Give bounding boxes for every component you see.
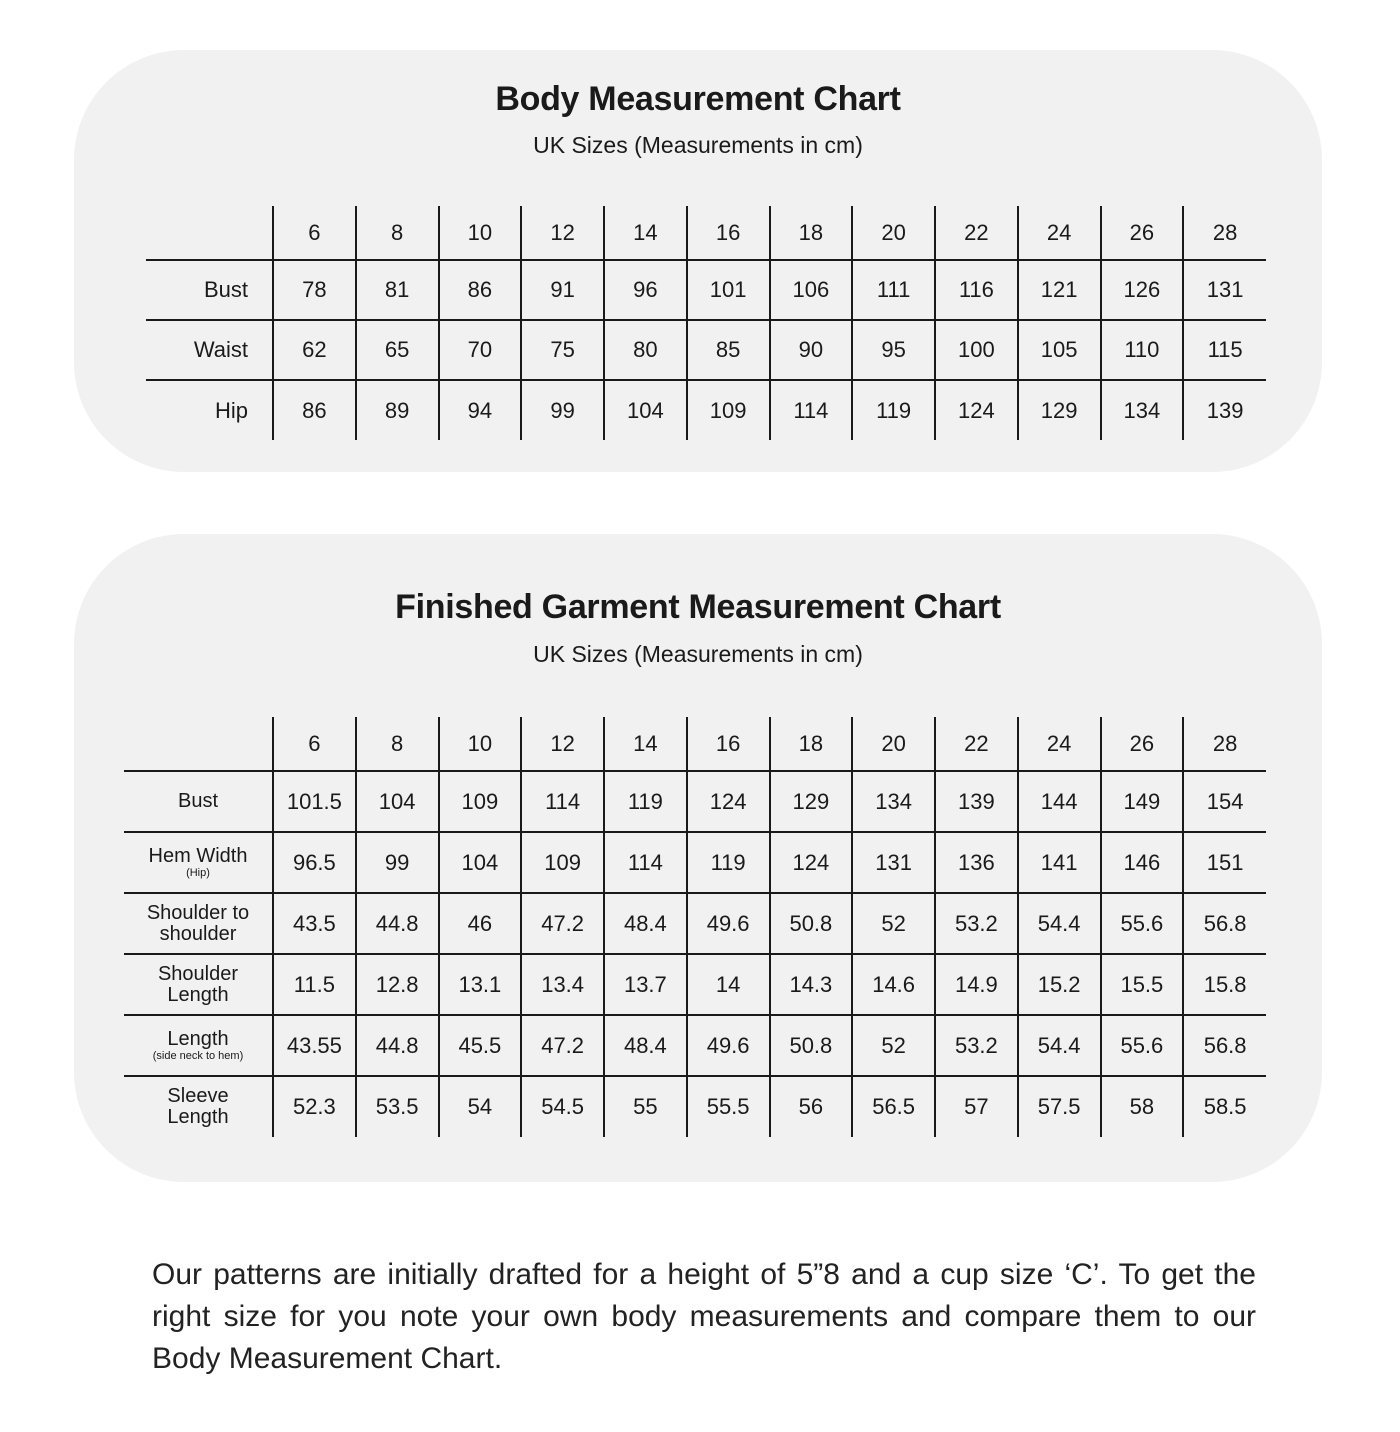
table-cell: 53.2 — [935, 1015, 1018, 1076]
table-cell: 45.5 — [439, 1015, 522, 1076]
table-cell: 109 — [521, 832, 604, 893]
table-cell: 80 — [604, 320, 687, 380]
body-chart-subtitle: UK Sizes (Measurements in cm) — [533, 132, 863, 158]
table-cell: 44.8 — [356, 893, 439, 954]
table-cell: 96.5 — [273, 832, 356, 893]
table-cell: 131 — [1183, 260, 1266, 320]
row-label — [146, 380, 273, 440]
header-corner — [124, 717, 273, 771]
table-cell: 54.5 — [521, 1076, 604, 1137]
row-label — [124, 832, 273, 893]
table-cell: 129 — [770, 771, 853, 832]
table-cell: 43.5 — [273, 893, 356, 954]
table-cell: 55.5 — [687, 1076, 770, 1137]
row-label-text: Waist — [193, 337, 248, 362]
size-header: 12 — [521, 717, 604, 771]
table-cell: 43.55 — [273, 1015, 356, 1076]
table-cell: 134 — [1101, 380, 1184, 440]
table-cell: 58.5 — [1183, 1076, 1266, 1137]
table-cell: 52 — [852, 893, 935, 954]
table-cell: 14.9 — [935, 954, 1018, 1015]
row-label-text: Length — [167, 1027, 229, 1050]
table-cell: 100 — [935, 320, 1018, 380]
table-cell: 115 — [1183, 320, 1266, 380]
size-header: 22 — [935, 206, 1018, 260]
table-cell: 48.4 — [604, 1015, 687, 1076]
table-cell: 54.4 — [1018, 893, 1101, 954]
header-corner — [146, 206, 273, 260]
table-row — [146, 260, 1266, 320]
row-label-text: Sleeve Length — [167, 1085, 229, 1128]
table-row — [124, 954, 1266, 1015]
size-header: 20 — [852, 717, 935, 771]
table-row — [124, 832, 1266, 893]
table-cell: 86 — [273, 380, 356, 440]
table-cell: 154 — [1183, 771, 1266, 832]
table-cell: 151 — [1183, 832, 1266, 893]
table-cell: 65 — [356, 320, 439, 380]
table-cell: 111 — [852, 260, 935, 320]
table-cell: 136 — [935, 832, 1018, 893]
table-cell: 55 — [604, 1076, 687, 1137]
size-header: 18 — [770, 206, 853, 260]
table-cell: 124 — [770, 832, 853, 893]
table-cell: 95 — [852, 320, 935, 380]
size-header: 8 — [356, 717, 439, 771]
table-cell: 121 — [1018, 260, 1101, 320]
table-cell: 149 — [1101, 771, 1184, 832]
size-header: 12 — [521, 206, 604, 260]
table-cell: 54 — [439, 1076, 522, 1137]
table-cell: 12.8 — [356, 954, 439, 1015]
table-cell: 13.7 — [604, 954, 687, 1015]
table-cell: 139 — [935, 771, 1018, 832]
body-measurement-table — [146, 206, 1266, 440]
table-cell: 47.2 — [521, 1015, 604, 1076]
size-header: 26 — [1101, 717, 1184, 771]
table-cell: 57.5 — [1018, 1076, 1101, 1137]
table-cell: 46 — [439, 893, 522, 954]
table-cell: 48.4 — [604, 893, 687, 954]
table-cell: 55.6 — [1101, 893, 1184, 954]
table-cell: 110 — [1101, 320, 1184, 380]
size-header: 10 — [439, 717, 522, 771]
size-header: 6 — [273, 206, 356, 260]
table-cell: 101 — [687, 260, 770, 320]
table-cell: 114 — [770, 380, 853, 440]
row-label-text: Shoulder to shoulder — [146, 901, 250, 945]
size-header-row — [124, 717, 1266, 771]
table-cell: 99 — [521, 380, 604, 440]
table-cell: 124 — [935, 380, 1018, 440]
sizing-note: Our patterns are initially drafted for a height of 5”8 and a cup size ‘C’. To get the right size for you note your own body measurements and compare them to our Body Measurement Chart. — [152, 1258, 1256, 1375]
table-cell: 56 — [770, 1076, 853, 1137]
table-cell: 75 — [521, 320, 604, 380]
table-cell: 14 — [687, 954, 770, 1015]
table-cell: 56.8 — [1183, 893, 1266, 954]
body-chart-title: Body Measurement Chart — [495, 80, 901, 118]
table-cell: 56.5 — [852, 1076, 935, 1137]
table-row — [124, 893, 1266, 954]
table-cell: 78 — [273, 260, 356, 320]
table-cell: 11.5 — [273, 954, 356, 1015]
table-cell: 101.5 — [273, 771, 356, 832]
table-cell: 55.6 — [1101, 1015, 1184, 1076]
table-cell: 114 — [521, 771, 604, 832]
table-cell: 109 — [439, 771, 522, 832]
table-cell: 86 — [439, 260, 522, 320]
garment-measurement-card — [74, 534, 1322, 1182]
row-label-text: Hip — [214, 397, 248, 423]
table-cell: 13.1 — [439, 954, 522, 1015]
size-header: 28 — [1183, 206, 1266, 260]
table-cell: 116 — [935, 260, 1018, 320]
table-cell: 47.2 — [521, 893, 604, 954]
row-label — [146, 260, 273, 320]
row-label — [124, 1015, 273, 1076]
table-row — [146, 320, 1266, 380]
table-cell: 50.8 — [770, 893, 853, 954]
row-label-text: Shoulder Length — [157, 962, 239, 1006]
table-cell: 57 — [935, 1076, 1018, 1137]
table-row — [146, 380, 1266, 440]
table-cell: 50.8 — [770, 1015, 853, 1076]
table-cell: 15.2 — [1018, 954, 1101, 1015]
size-header: 8 — [356, 206, 439, 260]
row-label — [124, 954, 273, 1015]
table-cell: 104 — [604, 380, 687, 440]
table-cell: 58 — [1101, 1076, 1184, 1137]
row-label — [124, 771, 273, 832]
row-sublabel: (side neck to hem) — [152, 1049, 244, 1062]
size-header: 16 — [687, 206, 770, 260]
table-row — [124, 771, 1266, 832]
table-row — [124, 1076, 1266, 1137]
row-label-text: Bust — [177, 790, 219, 812]
table-cell: 54.4 — [1018, 1015, 1101, 1076]
row-label — [146, 320, 273, 380]
size-header: 14 — [604, 206, 687, 260]
size-header: 6 — [273, 717, 356, 771]
table-cell: 49.6 — [687, 1015, 770, 1076]
size-header: 16 — [687, 717, 770, 771]
size-header: 24 — [1018, 717, 1101, 771]
row-label — [124, 893, 273, 954]
table-cell: 104 — [439, 832, 522, 893]
table-cell: 131 — [852, 832, 935, 893]
table-cell: 56.8 — [1183, 1015, 1266, 1076]
size-header: 10 — [439, 206, 522, 260]
table-cell: 94 — [439, 380, 522, 440]
table-cell: 144 — [1018, 771, 1101, 832]
garment-measurement-table — [124, 717, 1266, 1137]
garment-chart-subtitle: UK Sizes (Measurements in cm) — [533, 641, 863, 667]
table-cell: 119 — [604, 771, 687, 832]
row-label-text: Bust — [203, 277, 248, 302]
table-row — [124, 1015, 1266, 1076]
size-header: 20 — [852, 206, 935, 260]
row-label-text: Hem Width — [148, 844, 248, 867]
table-cell: 53.2 — [935, 893, 1018, 954]
row-sublabel: (Hip) — [186, 866, 210, 879]
table-cell: 49.6 — [687, 893, 770, 954]
table-cell: 104 — [356, 771, 439, 832]
table-cell: 96 — [604, 260, 687, 320]
table-cell: 139 — [1183, 380, 1266, 440]
table-cell: 99 — [356, 832, 439, 893]
garment-chart-title: Finished Garment Measurement Chart — [395, 588, 1001, 626]
size-header: 28 — [1183, 717, 1266, 771]
table-cell: 141 — [1018, 832, 1101, 893]
table-cell: 134 — [852, 771, 935, 832]
row-label — [124, 1076, 273, 1137]
table-cell: 53.5 — [356, 1076, 439, 1137]
table-cell: 114 — [604, 832, 687, 893]
table-cell: 81 — [356, 260, 439, 320]
table-cell: 106 — [770, 260, 853, 320]
table-cell: 62 — [273, 320, 356, 380]
table-cell: 14.3 — [770, 954, 853, 1015]
table-cell: 89 — [356, 380, 439, 440]
size-header: 14 — [604, 717, 687, 771]
table-cell: 70 — [439, 320, 522, 380]
table-cell: 15.8 — [1183, 954, 1266, 1015]
table-cell: 14.6 — [852, 954, 935, 1015]
size-header-row — [146, 206, 1266, 260]
table-cell: 15.5 — [1101, 954, 1184, 1015]
table-cell: 119 — [852, 380, 935, 440]
table-cell: 124 — [687, 771, 770, 832]
table-cell: 13.4 — [521, 954, 604, 1015]
table-cell: 91 — [521, 260, 604, 320]
size-header: 22 — [935, 717, 1018, 771]
table-cell: 109 — [687, 380, 770, 440]
table-cell: 119 — [687, 832, 770, 893]
table-cell: 146 — [1101, 832, 1184, 893]
size-header: 26 — [1101, 206, 1184, 260]
body-measurement-card — [74, 50, 1322, 472]
table-cell: 44.8 — [356, 1015, 439, 1076]
table-cell: 85 — [687, 320, 770, 380]
table-cell: 90 — [770, 320, 853, 380]
table-cell: 126 — [1101, 260, 1184, 320]
table-cell: 129 — [1018, 380, 1101, 440]
table-cell: 105 — [1018, 320, 1101, 380]
table-cell: 52 — [852, 1015, 935, 1076]
size-header: 24 — [1018, 206, 1101, 260]
size-header: 18 — [770, 717, 853, 771]
table-cell: 52.3 — [273, 1076, 356, 1137]
